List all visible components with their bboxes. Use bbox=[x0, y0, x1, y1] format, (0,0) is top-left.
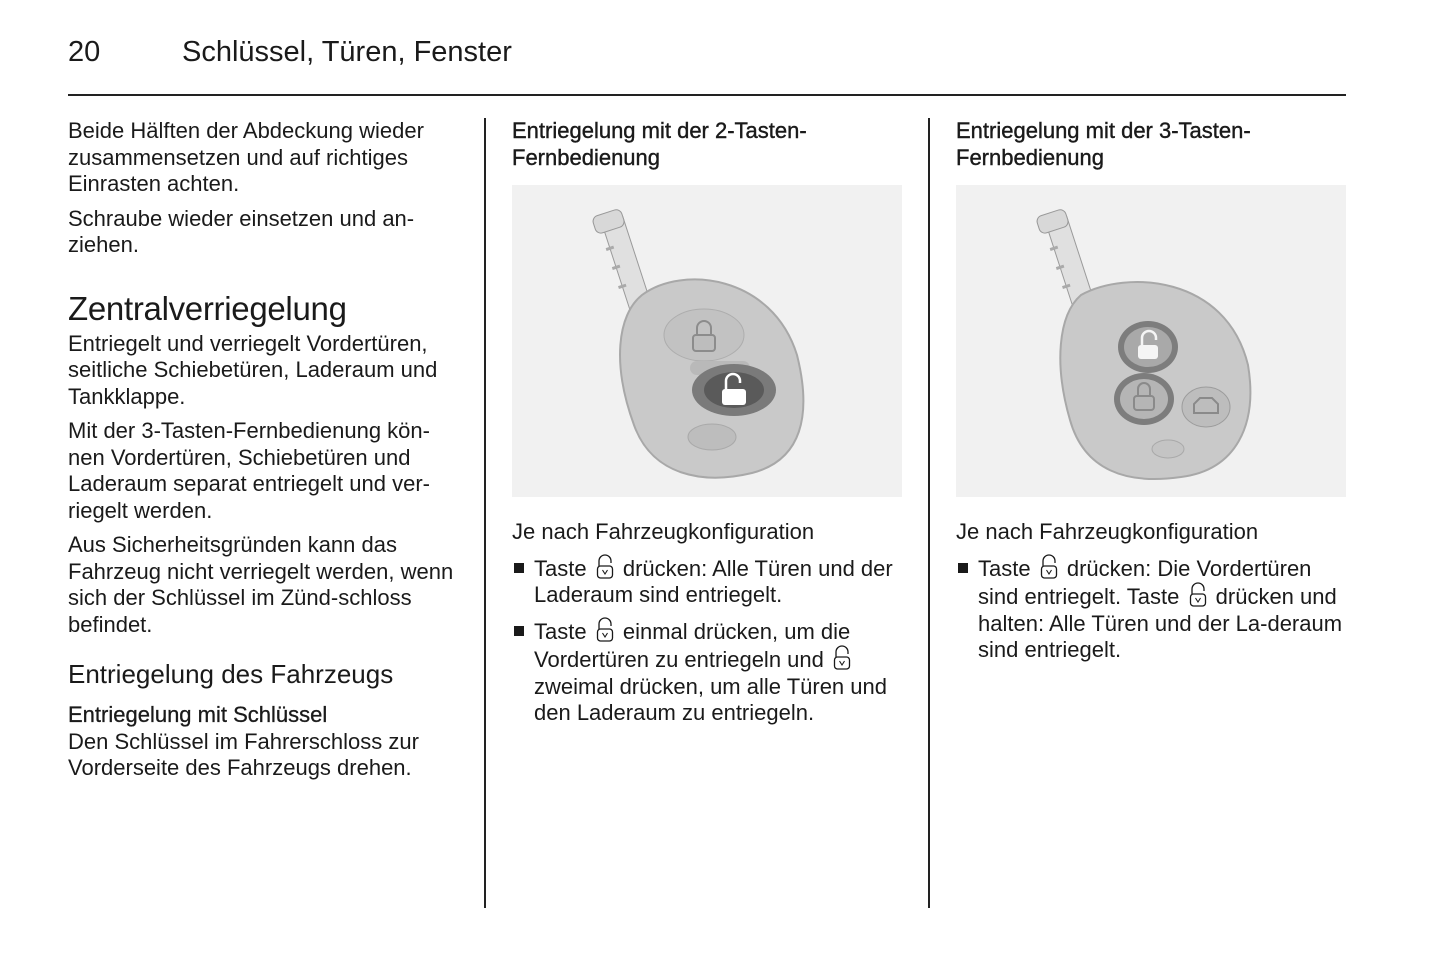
paragraph: Schraube wieder einsetzen und an-ziehen. bbox=[68, 205, 415, 257]
paragraph: Mit der 3-Tasten-Fernbedienung kön-nen Vordertüren, Schiebetüren und Laderaum separat entriegelt und ver-riegelt werden. bbox=[68, 418, 430, 523]
section-title: Zentralverriegelung bbox=[68, 289, 347, 327]
unlock-icon bbox=[833, 645, 851, 671]
subsection-title: Entriegelung des Fahrzeugs bbox=[68, 659, 394, 689]
unlock-icon bbox=[1189, 582, 1207, 608]
page-header bbox=[68, 34, 1346, 96]
two-button-key-figure bbox=[512, 185, 902, 497]
page-title: Schlüssel, Türen, Fenster bbox=[182, 36, 512, 68]
column-right bbox=[956, 118, 1351, 672]
paragraph: Beide Hälften der Abdeckung wieder zusammensetzen und auf richtiges Einrasten achten. bbox=[68, 118, 424, 196]
list-item: Taste drücken: Die Vordertüren sind entriegelt. Taste drücken und halten: Alle Türen und der La-deraum sind entriegelt. bbox=[956, 554, 1351, 664]
column-heading: Entriegelung mit der 3-Tasten-Fernbedienung bbox=[956, 118, 1251, 170]
column-divider bbox=[484, 118, 486, 908]
list-item: Taste drücken: Alle Türen und der Laderaum sind entriegelt. bbox=[512, 554, 907, 609]
three-button-key-figure bbox=[956, 185, 1346, 497]
unlock-icon bbox=[596, 617, 614, 643]
paragraph: Entriegelt und verriegelt Vordertüren, seitliche Schiebetüren, Laderaum und Tankklappe. bbox=[68, 330, 438, 409]
column-left bbox=[68, 118, 463, 790]
bullet-list bbox=[512, 554, 907, 727]
unlock-icon bbox=[596, 554, 614, 580]
paragraph: Den Schlüssel im Fahrerschloss zur Vorderseite des Fahrzeugs drehen. bbox=[68, 728, 419, 780]
minor-title: Entriegelung mit Schlüssel bbox=[68, 702, 328, 727]
paragraph: Aus Sicherheitsgründen kann das Fahrzeug nicht verriegelt werden, wenn sich der Schlüssel im Zünd-schloss befindet. bbox=[68, 532, 454, 637]
bullet-square bbox=[514, 563, 524, 573]
paragraph: Je nach Fahrzeugkonfiguration bbox=[956, 519, 1259, 544]
unlock-icon bbox=[1040, 554, 1058, 580]
column-middle bbox=[512, 118, 907, 735]
paragraph: Je nach Fahrzeugkonfiguration bbox=[512, 519, 815, 544]
bullet-list bbox=[956, 554, 1351, 664]
bullet-square bbox=[958, 563, 968, 573]
column-heading: Entriegelung mit der 2-Tasten-Fernbedienung bbox=[512, 118, 807, 170]
bullet-square bbox=[514, 626, 524, 636]
list-item: Taste einmal drücken, um die Vordertüren zu entriegeln und zweimal drücken, um alle Türen und den Laderaum zu entriegeln. bbox=[512, 617, 907, 727]
page-number: 20 bbox=[68, 36, 101, 68]
column-divider bbox=[928, 118, 930, 908]
